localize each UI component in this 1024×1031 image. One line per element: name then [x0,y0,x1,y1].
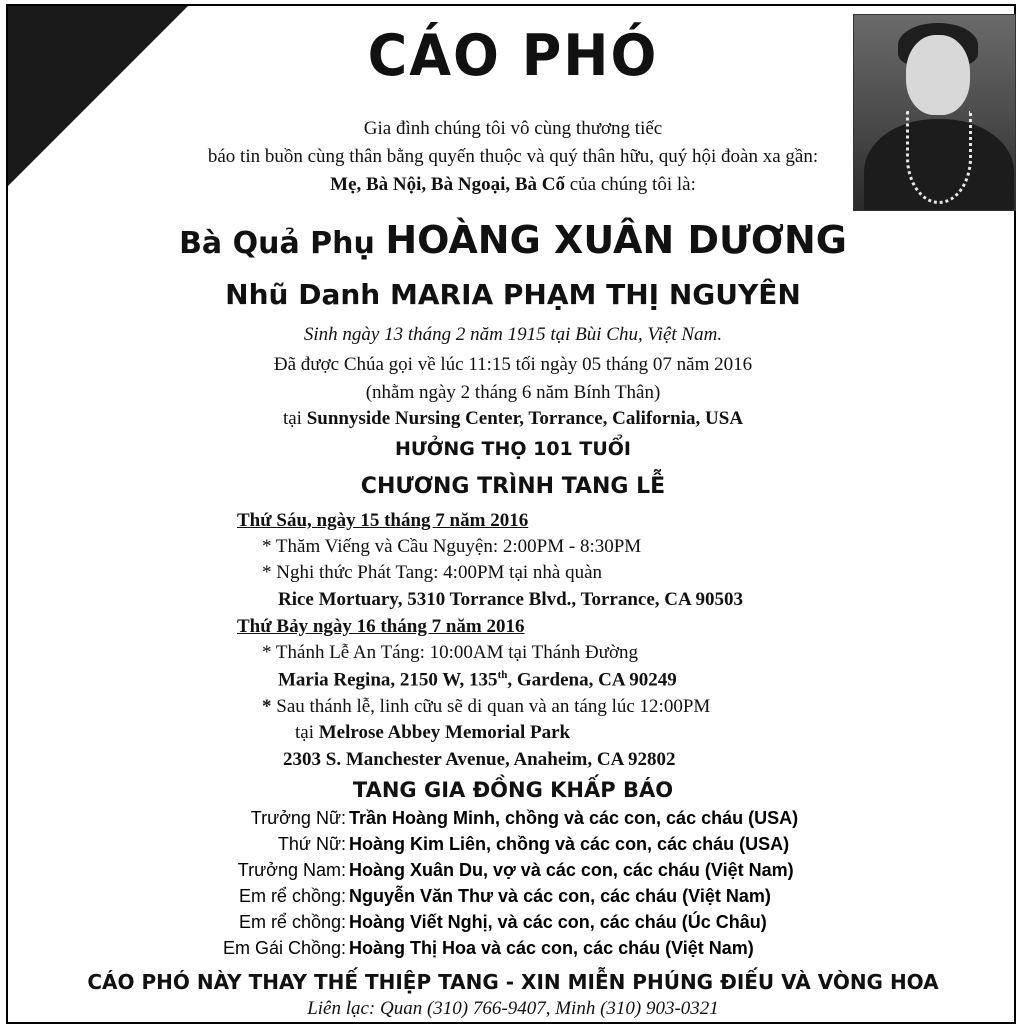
family-relation-label: Em rể chồng: [238,912,346,932]
day2-item-1: * Thánh Lễ An Táng: 10:00AM tại Thánh Đường [262,642,639,663]
family-member-name: Trần Hoàng Minh, chồng và các con, các cháu (USA) [349,808,799,828]
day1-heading: Thứ Sáu, ngày 15 tháng 7 năm 2016 [237,510,529,531]
intro-line-1: Gia đình chúng tôi vô cùng thương tiếc [363,118,663,139]
day2-address: Maria Regina, 2150 W, 135th, Gardena, CA 90249 [278,669,677,691]
family-member-name: Hoàng Thị Hoa và các con, các cháu (Việt Nam) [349,938,754,958]
day2-item-2: * Sau thánh lễ, linh cữu sẽ di quan và an táng lúc 12:00PM [262,696,711,717]
contact-line: Liên lạc: Quan (310) 766-9407, Minh (310) 903-0321 [307,998,719,1019]
family-member-name: Hoàng Viết Nghị, và các con, các cháu (Úc Châu) [349,912,767,932]
day2-heading: Thứ Bảy ngày 16 tháng 7 năm 2016 [237,616,525,637]
age-line: HƯỞNG THỌ 101 TUỔI [395,438,631,460]
burial-place: tại Melrose Abbey Memorial Park [295,722,571,743]
death-info: Đã được Chúa gọi về lúc 11:15 tối ngày 05 tháng 07 năm 2016 [273,354,753,375]
footer-notice: CÁO PHÓ NÀY THAY THẾ THIỆP TANG - XIN MIỄN PHÚNG ĐIẾU VÀ VÒNG HOA [87,970,939,994]
intro-line-3: Mẹ, Bà Nội, Bà Ngoại, Bà Cố của chúng tôi là: [330,174,696,195]
lunar-date: (nhằm ngày 2 tháng 6 năm Bính Thân) [365,382,661,403]
death-place: tại Sunnyside Nursing Center, Torrance, California, USA [282,408,744,429]
family-relation-label: Trưởng Nữ: [250,808,346,828]
deceased-name: Bà Quả Phụ HOÀNG XUÂN DƯƠNG [179,218,847,262]
day1-item-2: * Nghi thức Phát Tang: 4:00PM tại nhà quàn [262,562,603,583]
family-relation-label: Trưởng Nam: [237,860,346,880]
page-title: CÁO PHÓ [367,22,659,89]
family-relation-label: Em Gái Chồng: [222,938,346,958]
burial-address: 2303 S. Manchester Avenue, Anaheim, CA 92802 [283,749,676,770]
maiden-name: Nhũ Danh MARIA PHẠM THỊ NGUYÊN [225,278,801,311]
family-member-name: Hoàng Kim Liên, chồng và các con, các cháu (USA) [349,834,790,854]
family-title: TANG GIA ĐỒNG KHẤP BÁO [352,778,674,802]
family-relation-label: Em rể chồng: [238,886,346,906]
intro-line-2: báo tin buồn cùng thân bằng quyến thuộc và quý thân hữu, quý hội đoàn xa gần: [207,146,819,167]
family-member-name: Hoàng Xuân Du, vợ và các con, các cháu (Việt Nam) [349,860,794,880]
relation-list: Mẹ, Bà Nội, Bà Ngoại, Bà Cố [330,174,565,195]
program-title: CHƯƠNG TRÌNH TANG LỄ [360,474,666,499]
birth-info: Sinh ngày 13 tháng 2 năm 1915 tại Bùi Chu, Việt Nam. [303,324,723,345]
day1-item-1: * Thăm Viếng và Cầu Nguyện: 2:00PM - 8:30PM [262,536,642,557]
family-member-name: Nguyễn Văn Thư và các con, các cháu (Việt Nam) [349,886,771,906]
family-relation-label: Thứ Nữ: [277,834,346,854]
day1-address: Rice Mortuary, 5310 Torrance Blvd., Torrance, CA 90503 [278,589,743,610]
obituary-notice [6,4,1016,1024]
